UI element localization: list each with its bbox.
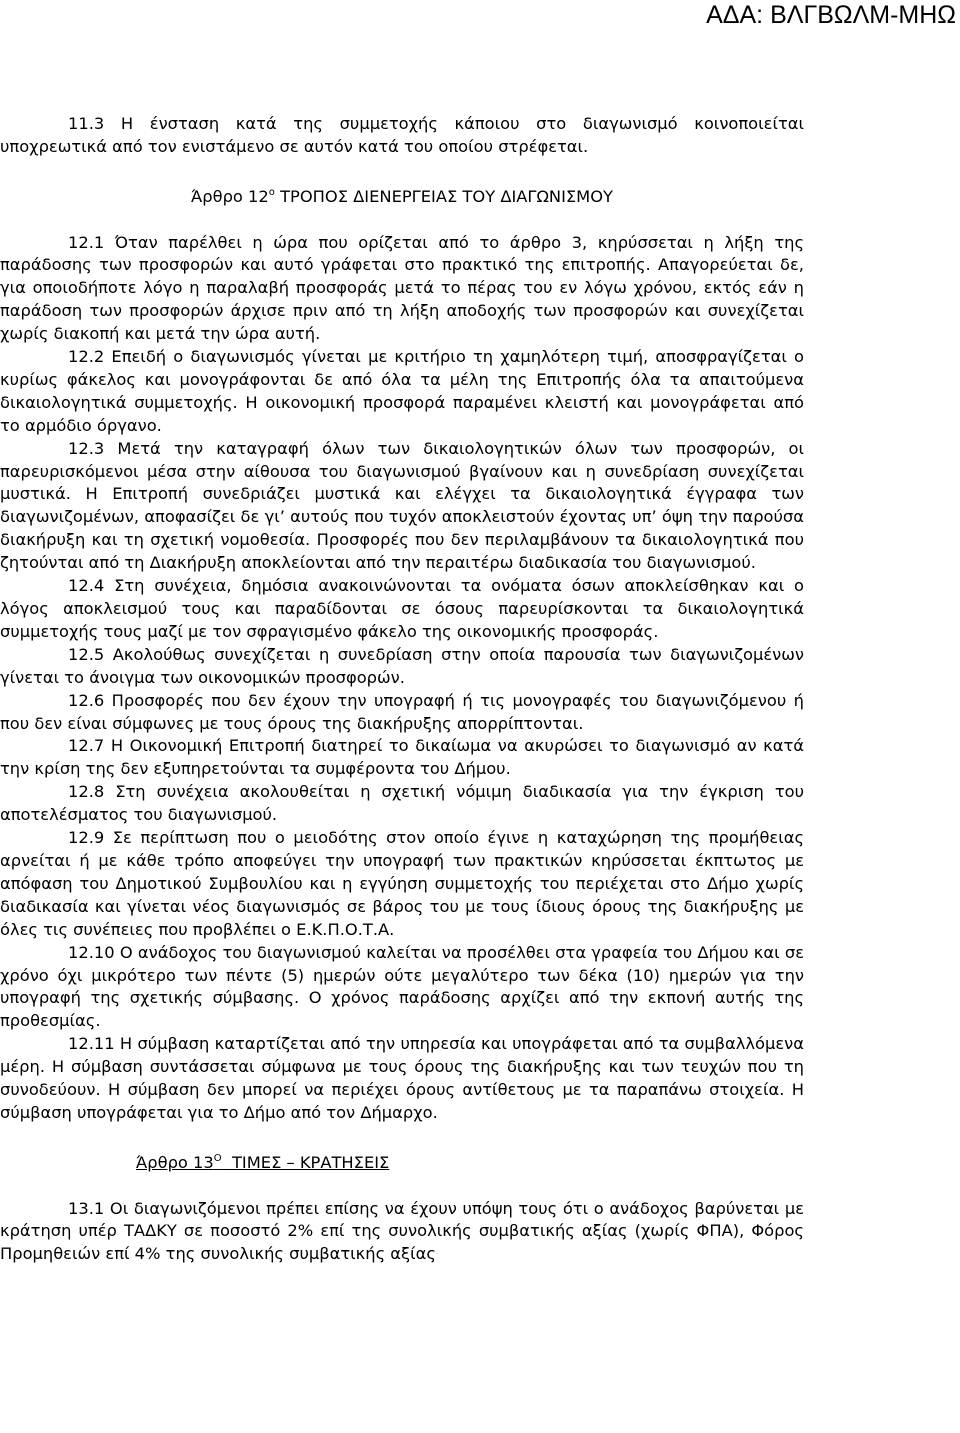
document-body (0, 113, 804, 1266)
paragraph-12-6: 12.6 Προσφορές που δεν έχουν την υπογραφή ή τις μονογραφές του διαγωνιζόμενου ή που δεν είναι σύμφωνες με τους όρους της διακήρυξης απορρίπτονται. (0, 690, 804, 733)
paragraph-12-5: 12.5 Ακολούθως συνεχίζεται η συνεδρίαση στην οποία παρουσία των διαγωνιζομένων γίνεται το άνοιγμα των οικονομικών προσφορών. (0, 644, 804, 687)
article-13-heading: Άρθρο $13^O$ ΤΙΜΕΣ – ΚΡΑΤΗΣΕΙΣ (136, 1152, 390, 1172)
paragraph-12-8: 12.8 Στη συνέχεια ακολουθείται η σχετική νόμιμη διαδικασία για την έγκριση του αποτελέσματος του διαγωνισμού. (0, 782, 804, 825)
paragraph-12-7: 12.7 Η Οικονομική Επιτροπή διατηρεί το δικαίωμα να ακυρώσει το διαγωνισμό αν κατά την κρίση της δεν εξυπηρετούνται τα συμφέροντα του Δήμου. (0, 736, 804, 779)
paragraph-12-1: 12.1 Όταν παρέλθει η ώρα που ορίζεται από το άρθρο 3, κηρύσσεται η λήξη της παράδοσης των προσφορών και αυτό γράφεται στο πρακτικό της επιτροπής. Απαγορεύεται δε, για οποιοδήποτε λόγο η παραλαβή προσφοράς μετά το πέρας του εν λόγω χρόνου, εκτός εάν η παράδοση των προσφορών άρχισε πριν από τη λήξη αποδοχής των προσφορών και συνεχίζεται χωρίς διακοπή και μετά την ώρα αυτή. (0, 232, 804, 344)
paragraph-12-10: 12.10 Ο ανάδοχος του διαγωνισμού καλείται να προσέλθει στα γραφεία του Δήμου και σε χρόνο όχι μικρότερο των πέντε (5) ημερών ούτε μεγαλύτερο των δέκα (10) ημερών για την υπογραφή της σχετικής σύμβασης. Ο χρόνος παράδοσης αρχίζει από την εκπονή αυτής της προθεσμίας. (0, 942, 804, 1031)
paragraph-11-3: 11.3 Η ένσταση κατά της συμμετοχής κάποιου στο διαγωνισμό κοινοποιείται υποχρεωτικά από τον ενιστάμενο σε αυτόν κατά του οποίου στρέφεται. (0, 114, 804, 156)
paragraph-13-1: 13.1 Οι διαγωνιζόμενοι πρέπει επίσης να έχουν υπόψη τους ότι ο ανάδοχος βαρύνεται με κράτηση υπέρ ΤΑΔΚΥ σε ποσοστό 2% επί της συνολικής συμβατικής αξίας (χωρίς ΦΠΑ), Φόρος Προμηθειών επί 4% της συνολικής συμβατικής αξίας (0, 1198, 804, 1264)
paragraph-12-3: 12.3 Μετά την καταγραφή όλων των δικαιολογητικών όλων των προσφορών, οι παρευρισκόμενοι μέσα στην αίθουσα του διαγωνισμού βγαίνουν και η συνεδρίαση συνεχίζεται μυστικά. Η Επιτροπή συνεδριάζει μυστικά και ελέγχει τα δικαιολογητικά έγγραφα των διαγωνιζομένων, αποφασίζει δε γι’ αυτούς που τυχόν αποκλειστούν έχοντας υπ’ όψη την παρούσα διακήρυξη και τη σχετική νομοθεσία. Προσφορές που δεν περιλαμβάνουν τα δικαιολογητικά που ζητούνται από τη Διακήρυξη αποκλείονται από την περαιτέρω διαδικασία του διαγωνισμού. (0, 438, 804, 573)
paragraph-12-9: 12.9 Σε περίπτωση που ο μειοδότης στον οποίο έγινε η καταχώρηση της προμήθειας αρνείται ή με κάθε τρόπο αποφεύγει την υπογραφή των πρακτικών κηρύσσεται έκπτωτος με απόφαση του Δημοτικού Συμβουλίου και η εγγύηση συμμετοχής του περιέχεται στο Δήμο χωρίς διαδικασία και γίνεται νέος διαγωνισμός σε βάρος του με τους ίδιους όρους της διακήρυξης με όλες τις συνέπειες που προβλέπει ο Ε.Κ.Π.Ο.Τ.Α. (0, 828, 804, 939)
paragraph-12-2: 12.2 Επειδή ο διαγωνισμός γίνεται με κριτήριο τη χαμηλότερη τιμή, αποσφραγίζεται ο κυρίως φάκελος και μονογράφονται δε από όλα τα μέλη της Επιτροπής όλα τα απαιτούμενα δικαιολογητικά συμμετοχής. Η οικονομική προσφορά παραμένει κλειστή και μονογράφεται από το αρμόδιο όργανο. (0, 347, 804, 435)
article-12-heading: Άρθρο $12^o$ ΤΡΟΠΟΣ ΔΙΕΝΕΡΓΕΙΑΣ ΤΟΥ ΔΙΑΓΩΝΙΣΜΟΥ (191, 186, 613, 206)
paragraph-12-4: 12.4 Στη συνέχεια, δημόσια ανακοινώνονται τα ονόματα όσων αποκλείσθηκαν και ο λόγος αποκλεισμού τους και παραδίδονται σε όσους παρευρίσκονται τα δικαιολογητικά συμμετοχής τους μαζί με τον σφραγισμένο φάκελο της οικονομικής προσφοράς. (0, 576, 804, 641)
ada-code: ΑΔΑ: ΒΛΓΒΩΛΜ-ΜΗΩ (706, 1, 956, 29)
paragraph-12-11: 12.11 Η σύμβαση καταρτίζεται από την υπηρεσία και υπογράφεται από τα συμβαλλόμενα μέρη. Η σύμβαση συντάσσεται σύμφωνα με τους όρους της διακήρυξης και των τευχών που τη συνοδεύουν. Η σύμβαση δεν μπορεί να περιέχει όρους αντίθετους με τα παραπάνω στοιχεία. Η σύμβαση υπογράφεται για το Δήμο από τον Δήμαρχο. (0, 1034, 804, 1122)
